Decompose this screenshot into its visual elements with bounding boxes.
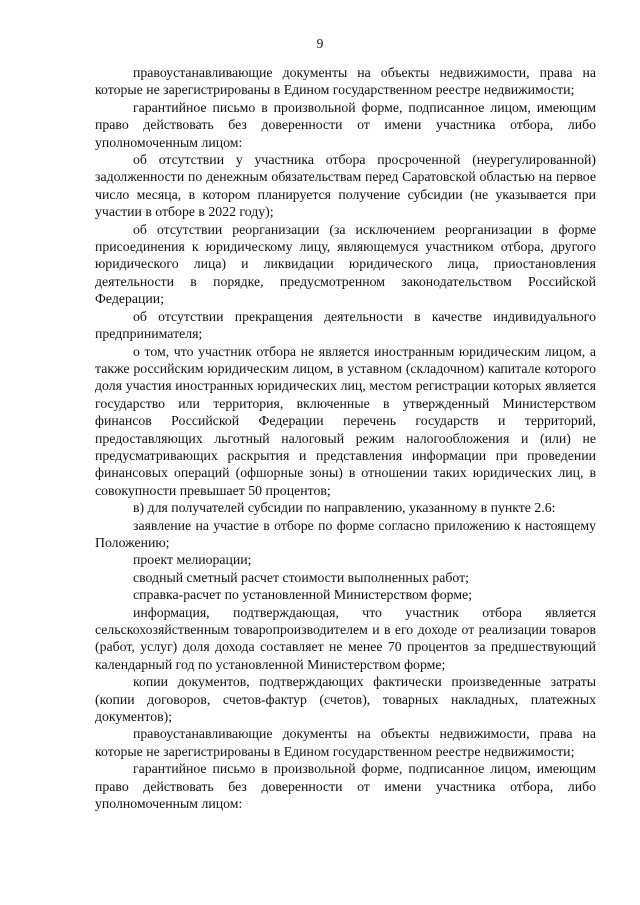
paragraph-guarantee-letter-1: гарантийное письмо в произвольной форме, подписанное лицом, имеющим право действовать без доверенности от имени участника отбора, либо уполномоченным лицом: (95, 99, 596, 150)
paragraph-melioration-project: проект мелиорации; (133, 552, 252, 568)
page-number: 9 (316, 36, 324, 51)
paragraph-producer-info: информация, подтверждающая, что участник отбора является сельскохозяйственным товаропроизводителем и в его доходе от реализации товаров (работ, услуг) доля дохода составляет не менее 70 процентов за предшествующий календарный год по установленной Министерством форме; (95, 604, 596, 672)
paragraph-application: заявление на участие в отборе по форме согласно приложению к настоящему Положению; (95, 517, 596, 550)
document-body (95, 64, 596, 812)
paragraph-no-reorganization: об отсутствии реорганизации (за исключением реорганизации в форме присоединения к юридическому лицу, являющемуся участником отбора, другого юридического лица) и ликвидации юридического лица, приостановления деятельности в порядке, предусмотренном законодательством Российской Федерации; (95, 221, 596, 307)
paragraph-calculation-note: справка-расчет по установленной Министерством форме; (133, 587, 473, 603)
paragraph-cost-estimate: сводный сметный расчет стоимости выполненных работ; (133, 569, 469, 585)
paragraph-title-documents-1: правоустанавливающие документы на объекты недвижимости, права на которые не зарегистрированы в Едином государственном реестре недвижимости; (95, 65, 596, 98)
paragraph-section-v: в) для получателей субсидии по направлению, указанному в пункте 2.6: (133, 500, 556, 516)
paragraph-not-foreign-entity: о том, что участник отбора не является иностранным юридическим лицом, а также российским юридическим лицом, в уставном (складочном) капитале которого доля участия иностранных юридических лиц, местом регистрации которых является государство или территория, включенные в утвержденный Министерством финансов Российской Федерации перечень государств и территорий, предоставляющих льготный налоговый режим налогообложения и (или) не предусматривающих раскрытия и представления информации при проведении финансовых операций (офшорные зоны) в отношении таких юридических лиц, в совокупности превышает 50 процентов; (95, 343, 596, 498)
paragraph-no-overdue-debt: об отсутствии у участника отбора просроченной (неурегулированной) задолженности по денежным обязательствам перед Саратовской областью на первое число месяца, в котором планируется получение субсидии (не указывается при участии в отборе в 2022 году); (95, 152, 596, 220)
paragraph-no-termination: об отсутствии прекращения деятельности в качестве индивидуального предпринимателя; (95, 308, 596, 342)
paragraph-title-documents-2: правоустанавливающие документы на объекты недвижимости, права на которые не зарегистрированы в Едином государственном реестре недвижимости; (95, 726, 596, 759)
paragraph-guarantee-letter-2: гарантийное письмо в произвольной форме, подписанное лицом, имеющим право действовать без доверенности от имени участника отбора, либо уполномоченным лицом: (95, 761, 596, 812)
paragraph-expense-copies: копии документов, подтверждающих фактически произведенные затраты (копии договоров, счетов-фактур (счетов), товарных накладных, платежных документов); (95, 674, 596, 725)
